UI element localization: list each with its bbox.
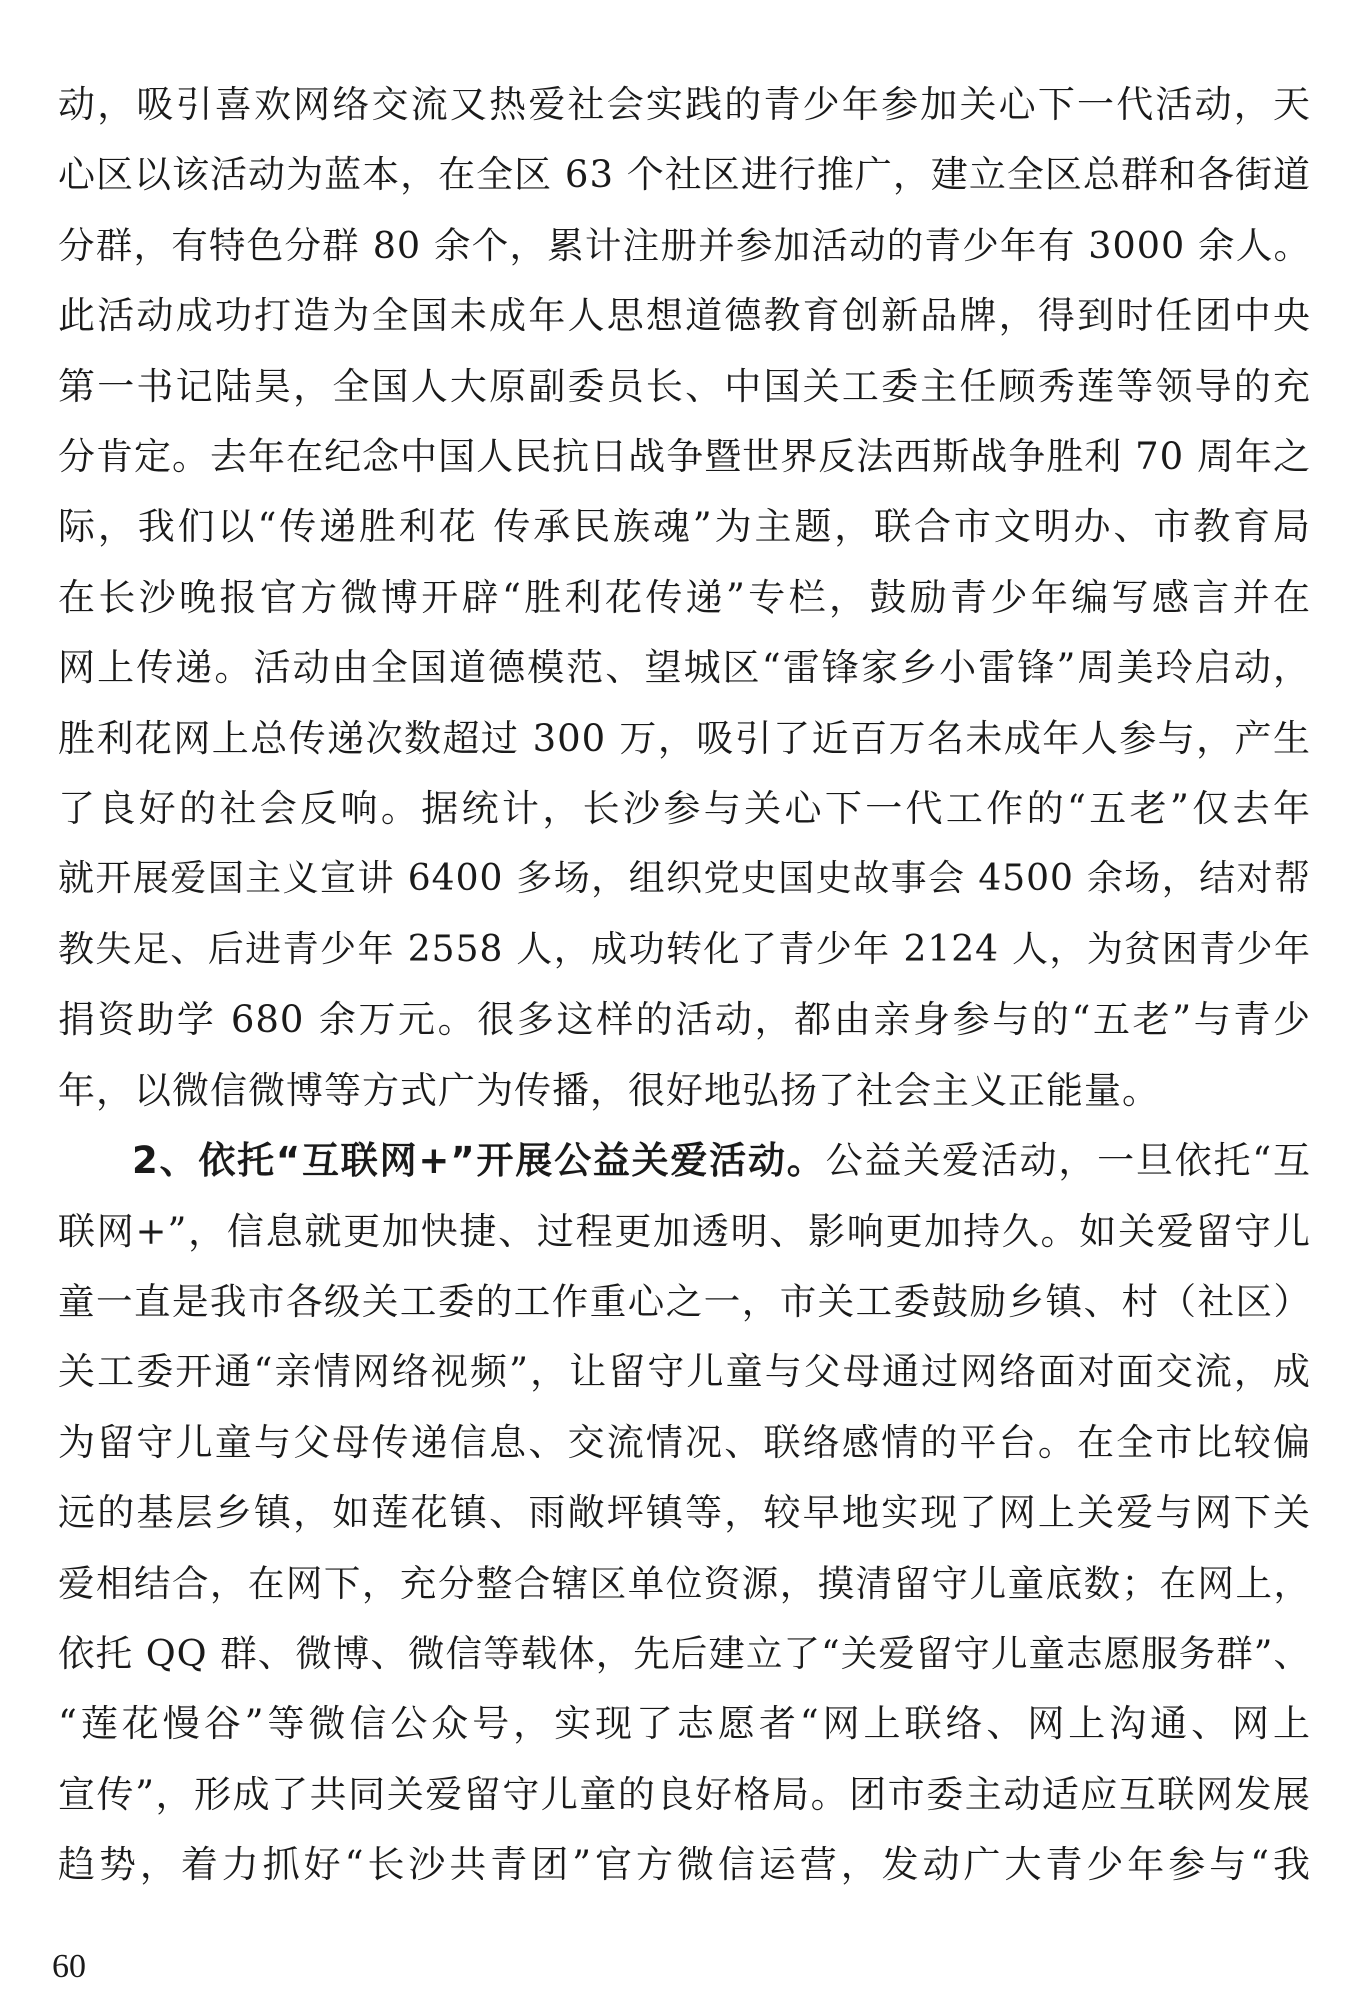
section-heading: 2、依托“互联网+”开展公益关爱活动。 (132, 1139, 826, 1183)
text-run: 公益关爱活动，一旦依托“互 (825, 1139, 1311, 1183)
text-line: 联网+”，信息就更加快捷、过程更加透明、影响更加持久。如关爱留守儿 (58, 1209, 1311, 1253)
text-line: 动，吸引喜欢网络交流又热爱社会实践的青少年参加关心下一代活动，天 (58, 83, 1311, 126)
page-number: 60 (52, 1948, 86, 1985)
paragraph-1 (58, 70, 1311, 1126)
text-line: 在长沙晚报官方微博开辟“胜利花传递”专栏，鼓励青少年编写感言并在 (58, 575, 1311, 619)
text-line: 童一直是我市各级关工委的工作重心之一，市关工委鼓励乡镇、村（社区） (58, 1279, 1311, 1323)
text-line: 为留守儿童与父母传递信息、交流情况、联络感情的平台。在全市比较偏 (58, 1420, 1311, 1464)
text-line: 此活动成功打造为全国未成年人思想道德教育创新品牌，得到时任团中央 (58, 294, 1311, 338)
text-line: 年，以微信微博等方式广为传播，很好地弘扬了社会主义正能量。 (58, 1068, 1160, 1112)
text-line: 就开展爱国主义宣讲 6400 多场，组织党史国史故事会 4500 余场，结对帮 (58, 858, 1311, 900)
text-line: 网上传递。活动由全国道德模范、望城区“雷锋家乡小雷锋”周美玲启动， (58, 646, 1311, 690)
paragraph-2 (58, 1126, 1311, 1900)
text-line: 了良好的社会反响。据统计，长沙参与关心下一代工作的“五老”仅去年 (58, 787, 1311, 831)
text-line: 爱相结合，在网下，充分整合辖区单位资源，摸清留守儿童底数；在网上， (58, 1561, 1311, 1605)
text-line: 心区以该活动为蓝本，在全区 63 个社区进行推广，建立全区总群和各街道 (58, 153, 1311, 197)
text-line: 分群，有特色分群 80 余个，累计注册并参加活动的青少年有 3000 余人。 (58, 223, 1311, 267)
text-line: “莲花慢谷”等微信公众号，实现了志愿者“网上联络、网上沟通、网上 (58, 1702, 1311, 1746)
text-line: 胜利花网上总传递次数超过 300 万，吸引了近百万名未成年人参与，产生 (58, 716, 1311, 760)
text-line: 捐资助学 680 余万元。很多这样的活动，都由亲身参与的“五老”与青少 (58, 998, 1311, 1042)
text-line: 第一书记陆昊，全国人大原副委员长、中国关工委主任顾秀莲等领导的充 (58, 364, 1311, 408)
document-body (58, 70, 1311, 1901)
text-line: 教失足、后进青少年 2558 人，成功转化了青少年 2124 人，为贫困青少年 (58, 928, 1311, 970)
text-line: 关工委开通“亲情网络视频”，让留守儿童与父母通过网络面对面交流，成 (58, 1350, 1311, 1394)
text-line: 宣传”，形成了共同关爱留守儿童的良好格局。团市委主动适应互联网发展 (58, 1772, 1311, 1816)
text-line: 分肯定。去年在纪念中国人民抗日战争暨世界反法西斯战争胜利 70 周年之 (58, 435, 1311, 479)
text-line: 际，我们以“传递胜利花 传承民族魂”为主题，联合市文明办、市教育局 (58, 505, 1311, 549)
text-line: 远的基层乡镇，如莲花镇、雨敞坪镇等，较早地实现了网上关爱与网下关 (58, 1491, 1311, 1535)
text-line: 依托 QQ 群、微博、微信等载体，先后建立了“关爱留守儿童志愿服务群”、 (58, 1631, 1311, 1675)
paragraph-2-first-line (58, 1126, 1311, 1196)
text-line: 趋势，着力抓好“长沙共青团”官方微信运营，发动广大青少年参与“我 (58, 1843, 1311, 1887)
